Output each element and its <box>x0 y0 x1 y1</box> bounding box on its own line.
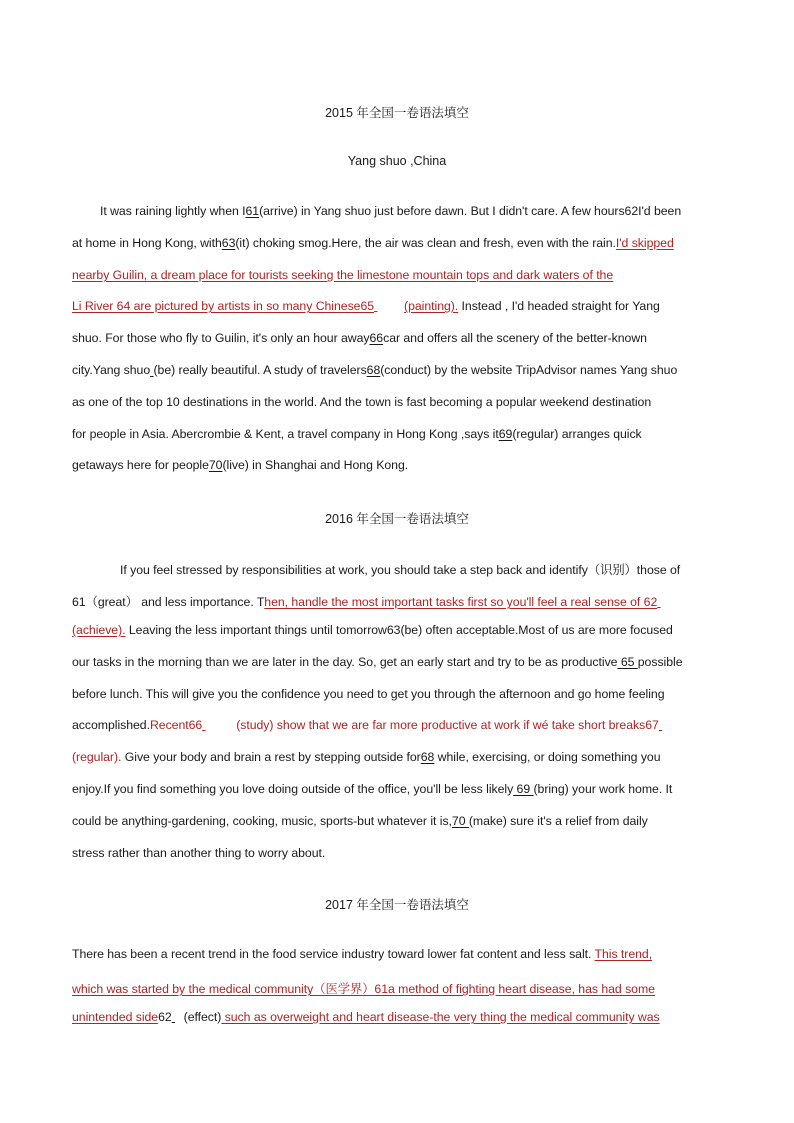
text-segment: (be) really beautiful. A study of travelers <box>153 363 367 377</box>
highlighted-text: such as overweight and heart disease-the very thing the medical community was <box>221 1010 660 1024</box>
blank-number: 69 <box>513 782 534 796</box>
text-line <box>72 458 408 472</box>
text-line <box>72 750 661 764</box>
highlighted-text: (painting). <box>404 299 459 313</box>
text-segment: as one of the top 10 destinations in the world. And the town is fast becoming a popular weekend destination <box>72 395 652 409</box>
text-segment: could be anything-gardening, cooking, music, sports-but whatever it is, <box>72 814 452 828</box>
text-segment: stress rather than another thing to worry about. <box>72 846 326 860</box>
text-segment: city.Yang shuo <box>72 363 151 377</box>
text-segment: getaways here for people <box>72 458 209 472</box>
text-segment: (it) choking smog.Here, the air was clean and fresh, even with the rain. <box>235 236 616 250</box>
highlighted-text: Recent66 <box>149 718 203 732</box>
section-2015-subheading: Yang shuo ,China <box>347 154 447 168</box>
text-line <box>72 782 672 796</box>
text-segment: It was raining lightly when I <box>100 204 246 218</box>
blank-number: 66 <box>369 331 384 345</box>
text-segment: Give your body and brain a rest by stepping outside for <box>121 750 421 764</box>
highlighted-text: (study) show that we are far more productive at work if wé take short breaks67 <box>236 718 659 732</box>
text-segment: (regular) arranges quick <box>512 427 642 441</box>
answer-blank <box>172 1010 184 1024</box>
text-segment: Instead , I'd headed straight for Yang <box>458 299 660 313</box>
section-2016-heading: 2016 年全国一卷语法填空 <box>325 512 469 526</box>
text-line <box>72 623 673 637</box>
highlighted-text: (regular). <box>72 750 122 764</box>
text-segment: 62 <box>158 1010 172 1024</box>
answer-blank <box>374 299 404 313</box>
text-line <box>72 331 647 345</box>
text-line <box>72 299 660 313</box>
section-2017-heading: 2017 年全国一卷语法填空 <box>325 898 469 912</box>
text-segment: If you feel stressed by responsibilities at work, you should take a step back and identify（识别）those of <box>120 563 681 577</box>
text-segment: car and offers all the scenery of the better-known <box>383 331 647 345</box>
blank-number: 69 <box>498 427 513 441</box>
blank-number: 68 <box>420 750 435 764</box>
text-segment: before lunch. This will give you the confidence you need to get you through the afternoon and go home feeling <box>72 687 665 701</box>
text-segment: (make) sure it's a relief from daily <box>468 814 648 828</box>
highlighted-text: (achieve). <box>72 623 126 637</box>
blank-number: 68 <box>366 363 381 377</box>
text-segment: (live) in Shanghai and Hong Kong. <box>222 458 409 472</box>
text-segment: (conduct) by the website TripAdvisor names Yang shuo <box>380 363 678 377</box>
text-segment: There has been a recent trend in the food service industry toward lower fat content and less salt. <box>72 947 595 961</box>
text-segment: enjoy.If you find something you love doing outside of the office, you'll be less likely <box>72 782 514 796</box>
text-line <box>72 846 325 860</box>
highlighted-text: This trend, <box>594 947 653 961</box>
section-2015-heading: 2015 年全国一卷语法填空 <box>325 106 469 120</box>
text-segment: Leaving the less important things until tomorrow63(be) often acceptable.Most of us are more focused <box>125 623 673 637</box>
text-line <box>72 814 648 828</box>
text-line <box>72 1010 660 1024</box>
blank-number: 70 <box>451 814 469 828</box>
text-line <box>72 947 652 961</box>
text-line <box>72 363 677 377</box>
highlighted-text: Li River 64 are pictured by artists in so many Chinese65 <box>72 299 375 313</box>
text-segment: while, exercising, or doing something you <box>434 750 661 764</box>
text-line <box>72 979 655 997</box>
text-segment: accomplished. <box>72 718 150 732</box>
answer-blank <box>202 718 236 732</box>
text-line <box>72 655 682 669</box>
text-segment: (bring) your work home. It <box>533 782 673 796</box>
text-line <box>120 560 680 578</box>
blank-number: 61 <box>245 204 260 218</box>
highlighted-text: nearby Guilin, a dream place for tourists seeking the limestone mountain tops and dark waters of the <box>72 268 614 282</box>
text-segment: for people in Asia. Abercrombie & Kent, a travel company in Hong Kong ,says it <box>72 427 499 441</box>
highlighted-text: I'd skipped <box>615 236 674 250</box>
text-line <box>72 268 613 282</box>
text-line <box>72 718 679 732</box>
highlighted-text: unintended side <box>72 1010 159 1024</box>
text-segment: our tasks in the morning than we are later in the day. So, get an early start and try to be as productive <box>72 655 618 669</box>
text-segment: 61（great） and less importance. T <box>72 595 265 609</box>
highlighted-text: which was started by the medical community（医学界）61a method of fighting heart disease, has had some <box>72 982 655 996</box>
text-segment: at home in Hong Kong, with <box>72 236 222 250</box>
answer-blank <box>657 595 687 609</box>
text-line <box>72 592 687 610</box>
text-segment: (arrive) in Yang shuo just before dawn. But I didn't care. A few hours62I'd been <box>259 204 682 218</box>
blank-number: 63 <box>221 236 236 250</box>
text-segment: possible <box>637 655 683 669</box>
highlighted-text: hen, handle the most important tasks first so you'll feel a real sense of 62 <box>264 595 658 609</box>
text-line <box>72 427 642 441</box>
blank-number: 65 <box>617 655 638 669</box>
text-line <box>100 204 681 218</box>
answer-blank <box>659 718 679 732</box>
text-line <box>72 395 651 409</box>
text-line <box>72 687 665 701</box>
text-line <box>72 236 674 250</box>
text-segment: (effect) <box>183 1010 222 1024</box>
blank-number: 70 <box>208 458 223 472</box>
text-segment: shuo. For those who fly to Guilin, it's only an hour away <box>72 331 370 345</box>
